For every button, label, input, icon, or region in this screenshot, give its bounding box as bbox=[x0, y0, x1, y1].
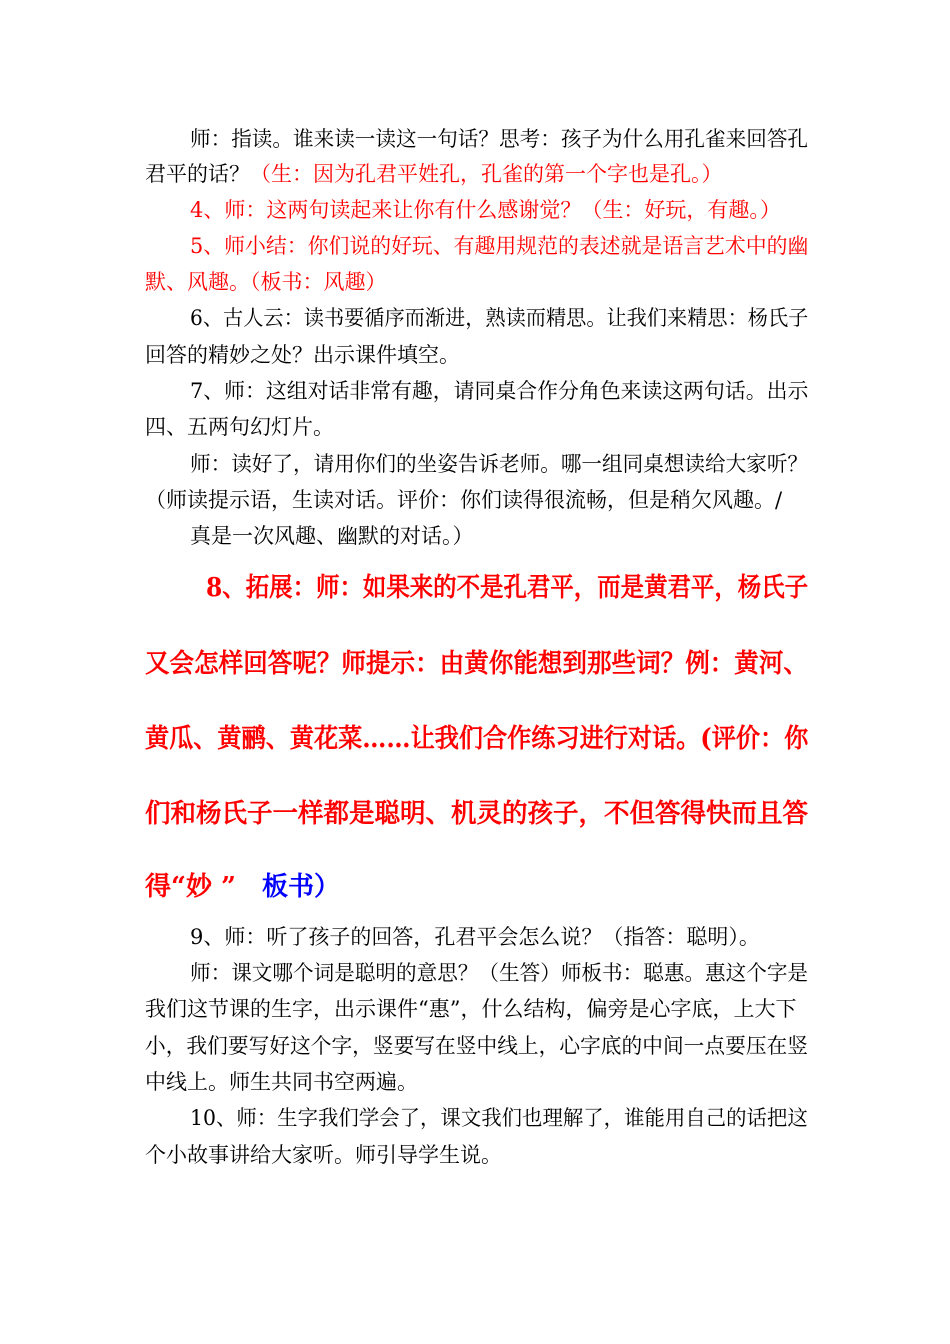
paragraph-line bbox=[145, 159, 723, 189]
extension-line bbox=[145, 870, 340, 904]
extension-line: 们和杨氏子一样都是聪明、机灵的孩子，不但答得快而且答 bbox=[145, 799, 809, 829]
paragraph-line: 真是一次风趣、幽默的对话。） bbox=[190, 524, 474, 548]
extension-line: 又会怎样回答呢？师提示：由黄你能想到那些词？例：黄河、 bbox=[145, 649, 808, 679]
paragraph-line: 四、五两句幻灯片。 bbox=[145, 415, 334, 439]
paragraph-line: 中线上。师生共同书空两遍。 bbox=[145, 1070, 418, 1094]
paragraph-line: 6、古人云：读书要循序而渐进，熟读而精思。让我们来精思：杨氏子 bbox=[190, 306, 809, 330]
paragraph-line: 小，我们要写好这个字，竖要写在竖中线上，心字底的中间一点要压在竖 bbox=[145, 1034, 808, 1058]
paragraph-line: 4、师：这两句读起来让你有什么感谢觉？（生：好玩，有趣。） bbox=[190, 198, 781, 222]
paragraph-line: 个小故事讲给大家听。师引导学生说。 bbox=[145, 1143, 502, 1167]
paragraph-line: 10、师：生字我们学会了，课文我们也理解了，谁能用自己的话把这 bbox=[190, 1106, 808, 1130]
board-note: 板书） bbox=[261, 872, 340, 902]
extension-line: 8、拓展：师：如果来的不是孔君平，而是黄君平，杨氏子 bbox=[206, 573, 809, 603]
paragraph-line: （师读提示语，生读对话。评价：你们读得很流畅，但是稍欠风趣。/ bbox=[145, 488, 783, 512]
paragraph-line: 默、风趣。（板书：风趣） bbox=[145, 270, 387, 294]
paragraph-line: 9、师：听了孩子的回答，孔君平会怎么说？（指答：聪明）。 bbox=[190, 925, 760, 949]
paragraph-line: 回答的精妙之处？出示课件填空。 bbox=[145, 343, 460, 367]
student-answer: （生：因为孔君平姓孔，孔雀的第一个字也是孔。） bbox=[250, 162, 723, 186]
text-segment: 得“妙 ” bbox=[145, 872, 236, 902]
paragraph-line: 师：读好了，请用你们的坐姿告诉老师。哪一组同桌想读给大家听？ bbox=[190, 452, 809, 476]
paragraph-line: 7、师：这组对话非常有趣，请同桌合作分角色来读这两句话。出示 bbox=[190, 379, 809, 403]
paragraph-line: 5、师小结：你们说的好玩、有趣用规范的表述就是语言艺术中的幽 bbox=[190, 234, 809, 258]
paragraph-line: 师：指读。谁来读一读这一句话？思考：孩子为什么用孔雀来回答孔 bbox=[190, 127, 809, 151]
paragraph-line: 师：课文哪个词是聪明的意思？（生答）师板书：聪惠。惠这个字是 bbox=[190, 961, 809, 985]
extension-line: 黄瓜、黄鹂、黄花菜……让我们合作练习进行对话。(评价：你 bbox=[145, 724, 809, 754]
text-segment: 君平的话？ bbox=[145, 162, 250, 186]
paragraph-line: 我们这节课的生字，出示课件“惠”，什么结构，偏旁是心字底，上大下 bbox=[145, 997, 797, 1021]
